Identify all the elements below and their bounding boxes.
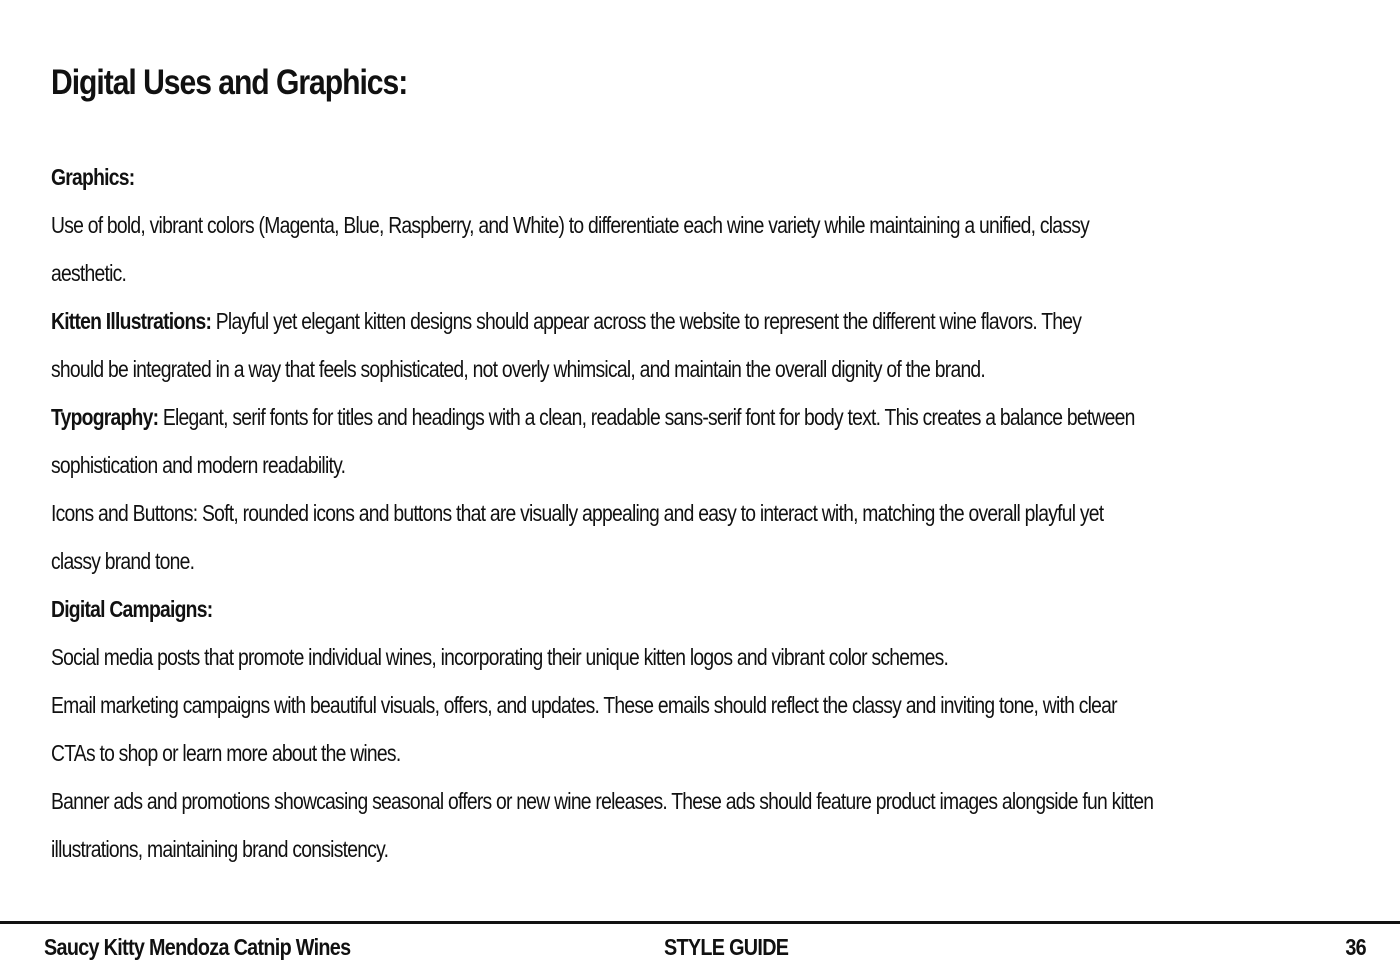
email-marketing-line-2: CTAs to shop or learn more about the wines. bbox=[51, 740, 401, 766]
typography-text: Elegant, serif fonts for titles and headings with a clean, readable sans-serif font for body text. This creates a balance between bbox=[158, 404, 1135, 430]
graphics-text-line-2: aesthetic. bbox=[51, 260, 127, 286]
graphics-text-line-1: Use of bold, vibrant colors (Magenta, Blue, Raspberry, and White) to differentiate each wine variety while maintaining a unified, classy bbox=[51, 212, 1090, 238]
banner-ads-line-2: illustrations, maintaining brand consistency. bbox=[51, 836, 389, 862]
footer-page-number: 36 bbox=[1345, 934, 1366, 960]
email-marketing-line-1: Email marketing campaigns with beautiful visuals, offers, and updates. These emails should reflect the classy and inviting tone, with clear bbox=[51, 692, 1117, 718]
social-media-text: Social media posts that promote individual wines, incorporating their unique kitten logos and vibrant color schemes. bbox=[51, 644, 949, 670]
kitten-illustrations-line-2: should be integrated in a way that feels sophisticated, not overly whimsical, and maintain the overall dignity of the brand. bbox=[51, 356, 986, 382]
typography-line-2: sophistication and modern readability. bbox=[51, 452, 346, 478]
kitten-illustrations-label: Kitten Illustrations: bbox=[51, 308, 212, 334]
footer-brand-name: Saucy Kitty Mendoza Catnip Wines bbox=[44, 934, 351, 960]
banner-ads-line-1: Banner ads and promotions showcasing seasonal offers or new wine releases. These ads should feature product images alongside fun kitten bbox=[51, 788, 1154, 814]
page-title: Digital Uses and Graphics: bbox=[51, 63, 408, 102]
footer-divider bbox=[0, 921, 1400, 924]
page-content bbox=[51, 153, 1351, 873]
icons-buttons-line-2: classy brand tone. bbox=[51, 548, 195, 574]
typography-label: Typography: bbox=[51, 404, 159, 430]
footer-section-label: STYLE GUIDE bbox=[664, 934, 789, 960]
graphics-heading: Graphics: bbox=[51, 164, 135, 190]
kitten-illustrations-line-1 bbox=[51, 297, 1143, 345]
digital-campaigns-heading: Digital Campaigns: bbox=[51, 596, 213, 622]
icons-buttons-line-1: Icons and Buttons: Soft, rounded icons and buttons that are visually appealing and easy to interact with, matching the overall playful yet bbox=[51, 500, 1104, 526]
typography-line-1 bbox=[51, 393, 1143, 441]
kitten-illustrations-text: Playful yet elegant kitten designs should appear across the website to represent the different wine flavors. They bbox=[211, 308, 1082, 334]
